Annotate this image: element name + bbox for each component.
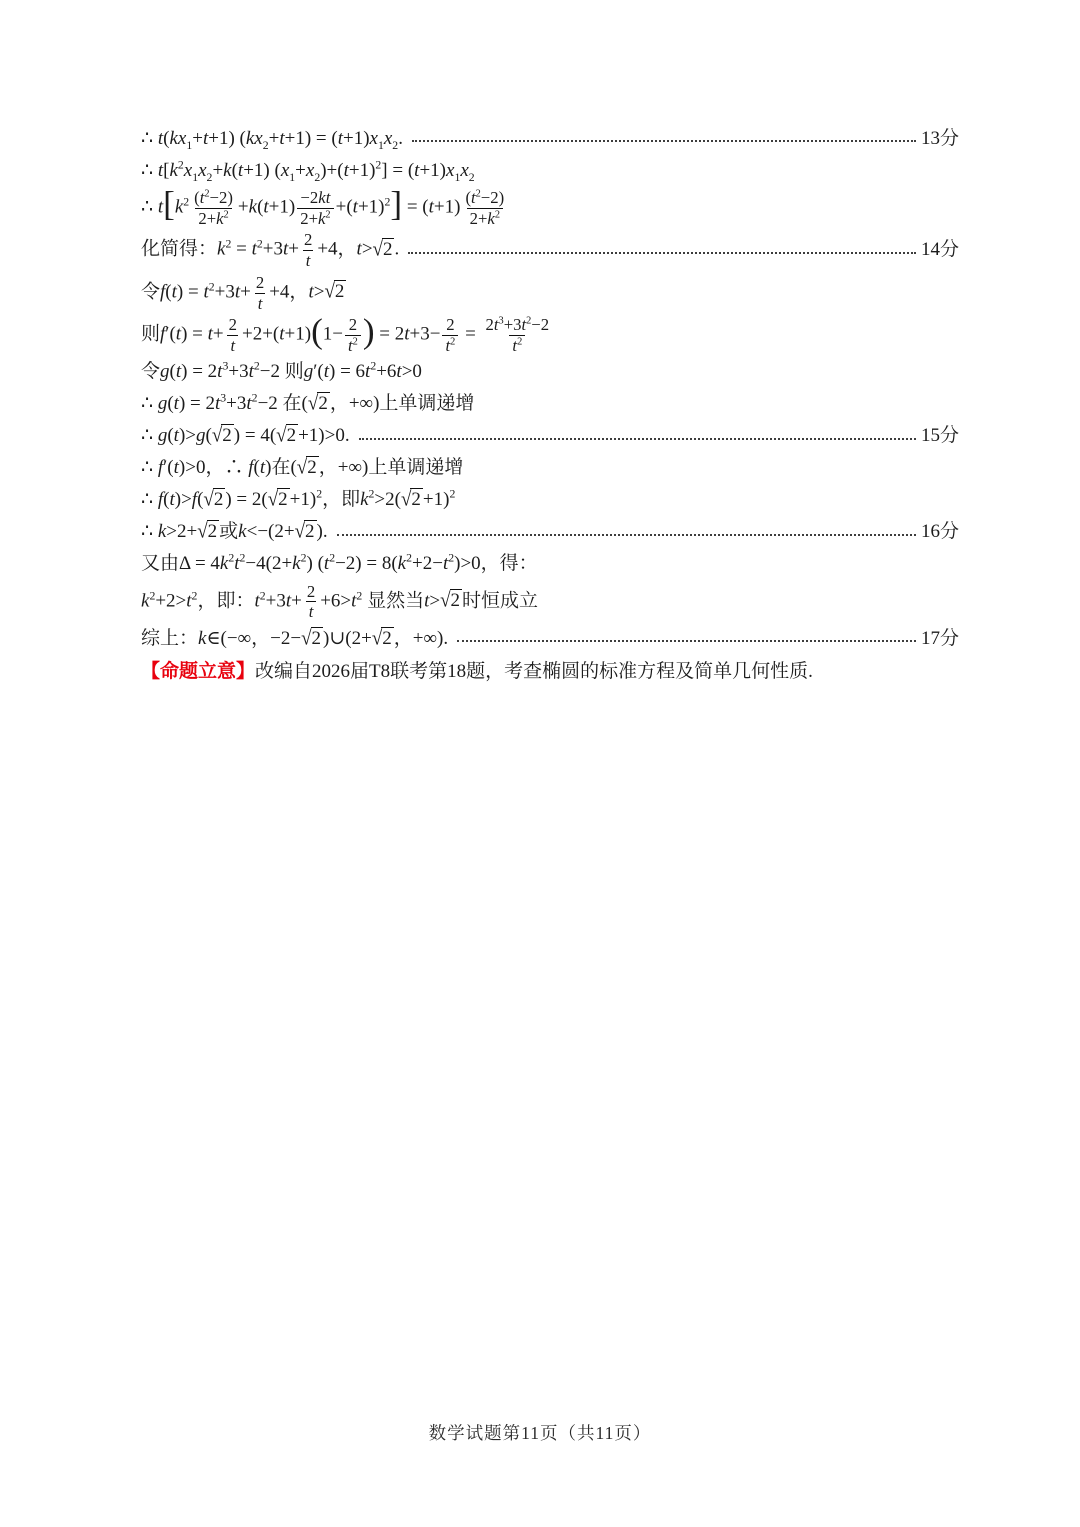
math-line — [141, 390, 959, 420]
math-line — [141, 124, 959, 154]
math-line — [141, 624, 959, 654]
square-root: √2 — [301, 626, 322, 650]
solution-lines — [141, 124, 959, 654]
score-label: 15分 — [920, 425, 959, 447]
fraction: $\frac{-2kt}{2+k^2}$ — [297, 188, 333, 228]
math-expression: ∴ k>2+√2 或k<−(2+√2 ). — [141, 520, 328, 544]
math-expression: ∴ $t(kx_1+t+1) (kx_2+t+1) = (t+1)x_1x_2$. — [141, 127, 403, 152]
math-line — [141, 156, 959, 186]
math-expression: 又由$\Delta = 4k^2t^2-4(2+k^2) (t^2-2) = 8(k^2+2-t^2)>0$，得： — [141, 552, 538, 575]
dotted-leader — [457, 640, 916, 642]
score-label: 17分 — [920, 627, 959, 649]
fraction: $\frac{(t^2-2)}{2+k^2}$ — [194, 188, 233, 228]
math-expression: ∴ $t[k^2x_1x_2+k(t+1) (x_1+x_2)+(t+1)^2] = (t+1)x_1x_2$ — [141, 158, 475, 184]
square-root: √2 — [211, 424, 232, 448]
dotted-leader — [412, 140, 916, 142]
square-root: √2 — [324, 280, 345, 304]
math-line — [141, 230, 959, 270]
math-expression: 则f′(t) = t+ $\frac{2}{t}$ +2+(t+1)(1− $\frac{2}{t^2}$ ) = 2t+3− $\frac{2}{t^2}$ = $\frac{2t^3+3t^2-2}{t^2}$ — [141, 315, 554, 355]
fraction: $\frac{2}{t}$ — [306, 581, 316, 622]
math-expression: ∴ g(t)>g(√2 ) = 4(√2 +1)>0. — [141, 424, 350, 448]
dotted-leader — [359, 438, 916, 440]
math-line — [141, 550, 959, 580]
square-root: √2 — [400, 488, 421, 512]
math-line — [141, 311, 959, 356]
math-line — [141, 454, 959, 484]
fraction: $\frac{2}{t}$ — [228, 315, 237, 356]
math-expression: 化简得：$k^2 = t^2+3t+$ $\frac{2}{t}$ +4，t>√2 . — [141, 230, 400, 271]
math-expression: $k^2+2>t^2$，即：$t^2+3t+$ $\frac{2}{t}$ $+6>t^2$ 显然当t>√2 时恒成立 — [141, 581, 539, 622]
math-line — [141, 273, 959, 313]
dotted-leader — [337, 534, 916, 536]
math-expression: ∴ f′(t)>0，∴ f(t)在(√2 ，+∞)上单调递增 — [141, 456, 464, 480]
square-root: √2 — [440, 589, 461, 613]
score-label: 16分 — [920, 521, 959, 543]
dotted-leader — [408, 252, 916, 254]
score-label: 14分 — [920, 239, 959, 261]
math-line — [141, 582, 959, 622]
math-expression: 令$g(t) = 2t^3+3t^2-2$ 则$g'(t) = 6t^2+6t>0$ — [141, 360, 422, 383]
square-root: √2 — [371, 626, 392, 650]
square-root: √2 — [197, 520, 218, 544]
math-expression: ∴ $t[k^2$ $\frac{(t^2-2)}{2+k^2}$ +k(t+1) $\frac{-2kt}{2+k^2}$ $+(t+1)^2] = (t+1)$ $\frac{(t^2-2)}{2+k^2}$ — [141, 188, 509, 228]
math-line — [141, 518, 959, 548]
math-line — [141, 184, 959, 228]
square-root: √2 — [296, 456, 317, 480]
square-root: √2 — [294, 520, 315, 544]
math-line — [141, 358, 959, 388]
fraction: $\frac{2}{t^2}$ — [345, 315, 361, 355]
math-expression: ∴ $g(t) = 2t^3+3t^2-2$ 在(√2 ，+∞)上单调递增 — [141, 392, 475, 416]
score-label: 13分 — [920, 127, 959, 149]
note-label: 【命题立意】 — [141, 661, 256, 683]
fraction: $\frac{2}{t}$ — [255, 272, 265, 313]
note-text: 改编自2026届T8联考第18题，考查椭圆的标准方程及简单几何性质. — [255, 661, 813, 683]
math-expression: ∴ f(t)>f(√2 ) = $2(√2 +1)^2$，即$k^2>2(√2 +1)^2$ — [141, 488, 456, 512]
note-line — [141, 660, 959, 685]
square-root: √2 — [203, 488, 224, 512]
square-root: √2 — [372, 238, 393, 261]
fraction: $\frac{(t^2-2)}{2+k^2}$ — [465, 188, 505, 228]
math-expression: 令$f(t) = t^2+3t+$ $\frac{2}{t}$ +4，t>√2 — [141, 272, 345, 313]
fraction: $\frac{2}{t^2}$ — [442, 315, 458, 355]
square-root: √2 — [276, 424, 297, 448]
square-root: √2 — [307, 392, 328, 416]
math-line — [141, 422, 959, 452]
solution-content — [141, 122, 959, 685]
fraction: $\frac{2t^3+3t^2-2}{t^2}$ — [485, 315, 550, 356]
math-line — [141, 486, 959, 516]
fraction: $\frac{2}{t}$ — [303, 230, 313, 271]
math-expression: 综上：k∈(−∞，−2−√2 )∪(2+√2 ，+∞). — [141, 626, 449, 650]
square-root: √2 — [267, 488, 288, 512]
page-footer: 数学试题第11页（共11页） — [428, 1423, 652, 1443]
